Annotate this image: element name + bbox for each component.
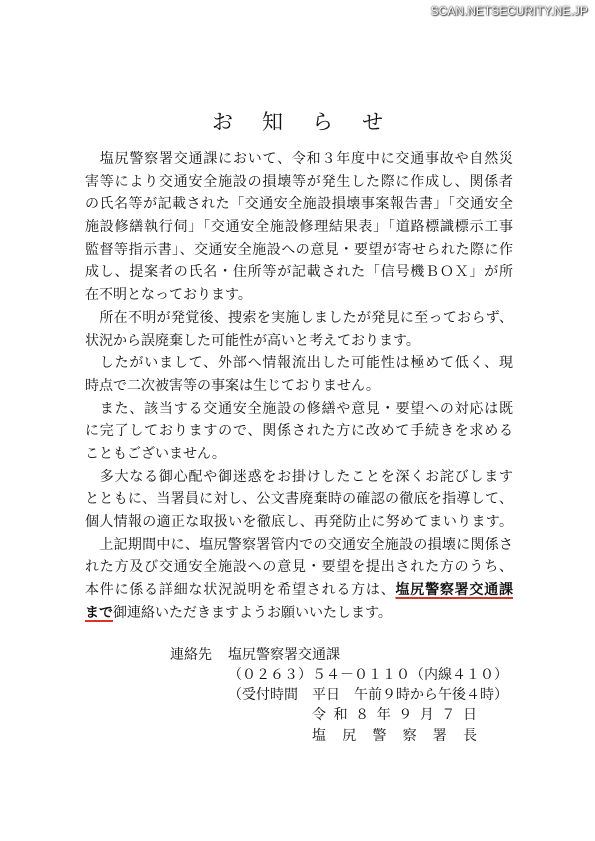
notice-body xyxy=(85,149,513,625)
body-line: れた方及び交通安全施設への意見・要望を提出された方のうち、 xyxy=(85,560,513,576)
notice-title: お 知 ら せ xyxy=(212,110,387,134)
contact-phone: （０２６３）５４－０１１０（内線４１０） xyxy=(228,668,508,683)
body-line: 所在不明が発覚後、捜索を実施しましたが発見に至っておらず、 xyxy=(85,310,513,326)
body-line: 個人情報の適正な取扱いを徹底し、再発防止に努めてまいります。 xyxy=(85,515,513,530)
body-line: 上記期間中に、塩尻警察署管内での交通安全施設の損壊に関係さ xyxy=(85,537,513,553)
body-line xyxy=(85,580,513,603)
paragraph-contact-request xyxy=(85,535,513,626)
body-line: 状況から誤廃棄した可能性が高いと考えております。 xyxy=(85,333,420,349)
body-line: 害等により交通安全施設の損壊等が発生した際に作成し、関係者 xyxy=(85,174,513,190)
body-line: 在不明となっております。 xyxy=(85,288,252,304)
body-text-segment: 御連絡いただきますようお願いいたします。 xyxy=(113,605,392,621)
body-line: したがいまして、外部へ情報流出した可能性は極めて低く、現 xyxy=(85,356,513,372)
contact-hours: （受付時間 平日 午前９時から午後４時） xyxy=(228,688,508,703)
contact-label: 連絡先 xyxy=(170,648,212,663)
watermark: SCAN.NETSECURITY.NE.JP xyxy=(430,6,588,18)
emphasized-text: まで xyxy=(85,605,113,621)
issue-date: 令 和 ８ 年 ９ 月 ７ 日 xyxy=(312,708,477,723)
paragraph-incident xyxy=(85,149,513,308)
body-line: 時点で二次被害等の事案は生じておりません。 xyxy=(85,378,380,394)
paragraph-search xyxy=(85,308,513,353)
body-line: 施設修繕執行伺」「交通安全施設修理結果表」「道路標識標示工事 xyxy=(85,220,513,236)
contact-department: 塩尻警察署交通課 xyxy=(228,648,340,663)
body-line: こともございません。 xyxy=(85,446,226,462)
body-text-segment: 本件に係る詳細な状況説明を希望される方は、 xyxy=(85,583,396,599)
body-line: 塩尻警察署交通課において、令和３年度中に交通事故や自然災 xyxy=(85,152,513,167)
body-line: に完了しておりますので、関係された方に改めて手続きを求める xyxy=(85,424,513,440)
body-line xyxy=(85,603,513,626)
emphasized-department-name: 塩尻警察署交通課 xyxy=(395,583,513,599)
paragraph-completed xyxy=(85,399,513,467)
body-line: 監督等指示書」、交通安全施設への意見・要望が寄せられた際に作 xyxy=(85,242,513,258)
paragraph-leak-risk xyxy=(85,353,513,398)
issuer-signature: 塩 尻 警 察 署 長 xyxy=(312,729,477,744)
body-line: 多大なる御心配や御迷惑をお掛けしたことを深くお詫びします xyxy=(85,469,513,485)
paragraph-apology xyxy=(85,467,513,535)
body-line: 成し、提案者の氏名・住所等が記載された「信号機ＢＯＸ」が所 xyxy=(85,265,513,281)
body-line: また、該当する交通安全施設の修繕や意見・要望への対応は既 xyxy=(85,401,513,417)
body-line: の氏名等が記載された「交通安全施設損壊事案報告書」「交通安全 xyxy=(85,197,513,213)
body-line: とともに、当署員に対し、公文書廃棄時の確認の徹底を指導して、 xyxy=(85,492,513,508)
